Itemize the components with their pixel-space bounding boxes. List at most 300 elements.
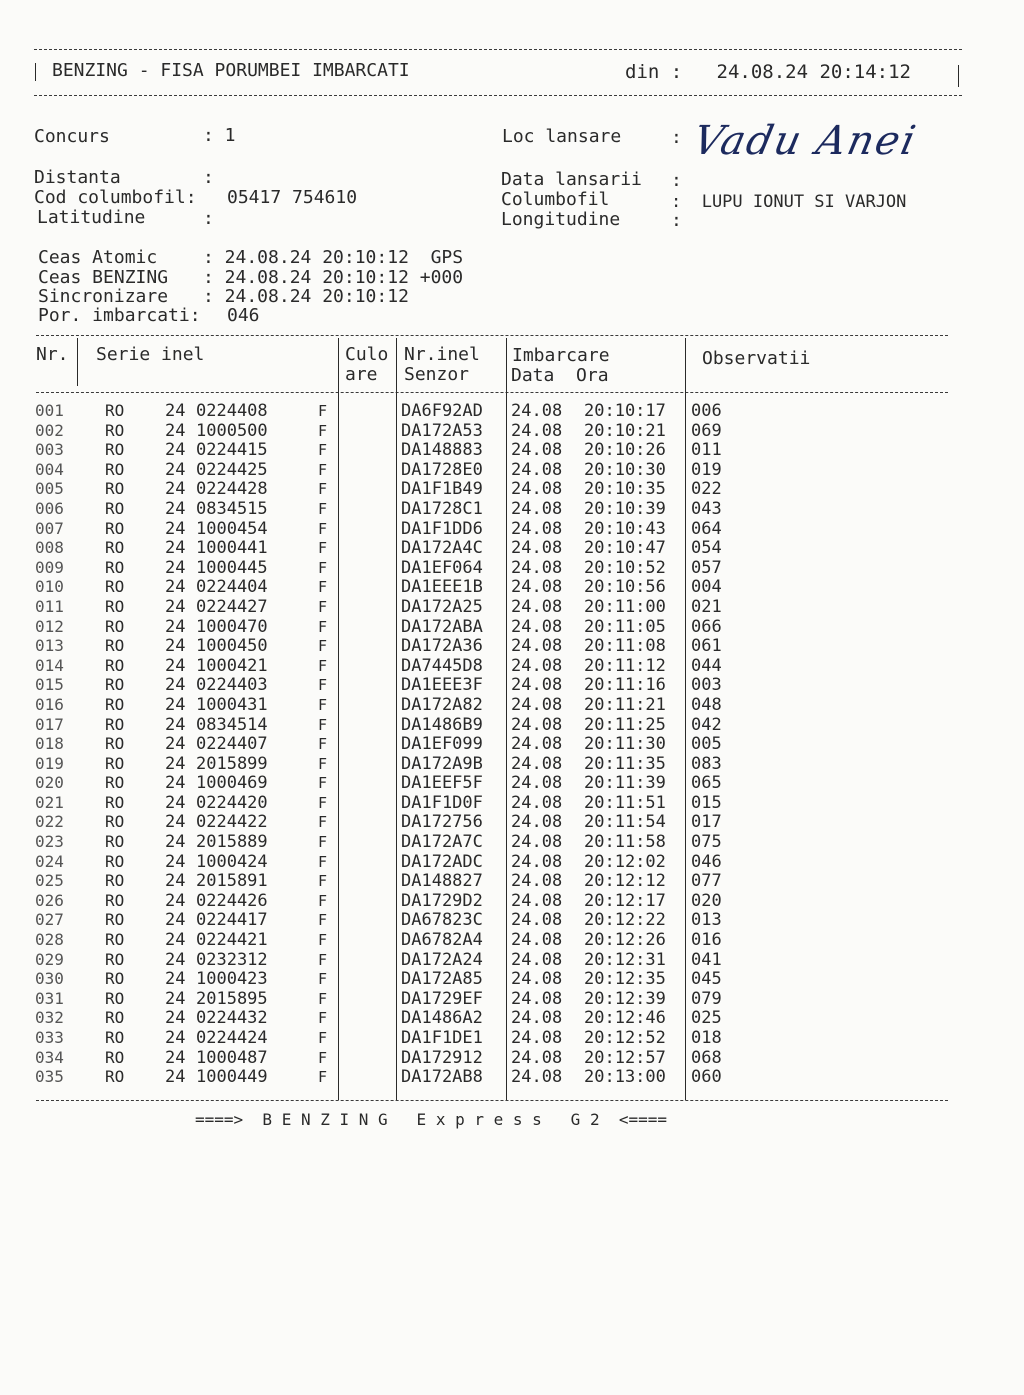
cell-ring-year: 24 — [165, 420, 186, 441]
cell-country-code: RO — [105, 890, 125, 910]
cell-basketing-date: 24.08 — [511, 910, 563, 931]
concurs-value: : 1 — [203, 125, 236, 146]
cell-ring-number: 0224407 — [196, 734, 268, 755]
columbofil-value: : LUPU IONUT SI VARJON — [671, 192, 907, 212]
cell-country-code: RO — [105, 949, 125, 969]
cell-sex: F — [318, 911, 328, 930]
concurs-label: Concurs — [34, 126, 110, 147]
cell-observation: 005 — [691, 734, 722, 755]
table-bottom-rule — [36, 1100, 948, 1101]
cell-sensor-id: DA172ADC — [401, 851, 483, 872]
cell-observation: 025 — [691, 1008, 722, 1029]
cell-basketing-date: 24.08 — [511, 479, 563, 500]
cell-country-code: RO — [105, 596, 125, 616]
cell-basketing-time: 20:13:00 — [584, 1067, 666, 1088]
cell-basketing-time: 20:10:26 — [584, 440, 666, 461]
cell-observation: 079 — [691, 988, 722, 1009]
cell-ring-number: 0224428 — [196, 479, 268, 500]
cell-basketing-date: 24.08 — [511, 596, 563, 617]
cell-ring-year: 24 — [165, 459, 186, 480]
cell-sex: F — [318, 578, 328, 597]
document-title: BENZING - FISA PORUMBEI IMBARCATI — [52, 60, 410, 81]
col-culoare-2: are — [345, 364, 378, 385]
cell-country-code: RO — [105, 1047, 125, 1067]
cod-columbofil-value: 05417 754610 — [227, 187, 358, 208]
cell-basketing-date: 24.08 — [511, 734, 563, 755]
cell-ring-year: 24 — [165, 498, 186, 519]
cell-ring-year: 24 — [165, 851, 186, 872]
cell-sex: F — [318, 872, 328, 891]
cell-row-number: 024 — [35, 851, 64, 871]
cell-ring-number: 0224404 — [196, 577, 268, 598]
cell-basketing-time: 20:12:12 — [584, 871, 666, 892]
porumbei-imbarcati-label: Por. imbarcati: — [38, 305, 201, 326]
cell-basketing-date: 24.08 — [511, 1067, 563, 1088]
cell-observation: 021 — [691, 596, 722, 617]
cell-basketing-time: 20:12:46 — [584, 1008, 666, 1029]
cell-observation: 075 — [691, 832, 722, 853]
distanta-label: Distanta — [34, 167, 121, 188]
table-row — [0, 950, 1024, 970]
cell-basketing-date: 24.08 — [511, 890, 563, 911]
cell-ring-number: 1000445 — [196, 557, 268, 578]
cell-sex: F — [318, 715, 328, 734]
table-row — [0, 852, 1024, 872]
table-row — [0, 734, 1024, 754]
cell-sex: F — [318, 558, 328, 577]
table-row — [0, 577, 1024, 597]
print-date-value: 24.08.24 20:14:12 — [716, 61, 911, 83]
cell-row-number: 033 — [35, 1028, 64, 1047]
cell-observation: 017 — [691, 812, 722, 833]
cell-sensor-id: DA172A85 — [401, 969, 483, 990]
table-row — [0, 1028, 1024, 1048]
cell-ring-year: 24 — [165, 518, 186, 539]
cell-observation: 004 — [691, 577, 722, 598]
cell-row-number: 017 — [35, 714, 64, 734]
pigeon-table — [0, 401, 1024, 1087]
cell-observation: 061 — [691, 636, 722, 657]
cell-ring-number: 0224408 — [196, 401, 268, 421]
cell-ring-number: 0224421 — [196, 930, 268, 951]
cell-sex: F — [318, 402, 328, 420]
cell-ring-year: 24 — [165, 694, 186, 715]
cell-sensor-id: DA148883 — [401, 440, 483, 461]
cell-country-code: RO — [105, 459, 125, 479]
latitudine-label: Latitudine — [37, 207, 146, 228]
cell-country-code: RO — [105, 1008, 125, 1028]
loc-lansare-handwritten: Vadu Anei — [689, 118, 922, 164]
cell-basketing-date: 24.08 — [511, 832, 563, 853]
cell-basketing-date: 24.08 — [511, 812, 563, 833]
table-row — [0, 558, 1024, 578]
cell-sensor-id: DA172A53 — [401, 420, 483, 441]
cell-basketing-time: 20:10:43 — [584, 518, 666, 539]
cell-observation: 011 — [691, 440, 722, 461]
cell-sensor-id: DA1F1DD6 — [401, 518, 483, 539]
cell-observation: 044 — [691, 655, 722, 676]
cell-ring-year: 24 — [165, 969, 186, 990]
cell-ring-number: 0224422 — [196, 812, 268, 833]
cell-country-code: RO — [105, 832, 125, 852]
cell-ring-year: 24 — [165, 1047, 186, 1068]
cell-sex: F — [318, 793, 328, 812]
cell-basketing-date: 24.08 — [511, 930, 563, 951]
cell-ring-number: 2015889 — [196, 832, 268, 853]
cell-basketing-time: 20:11:05 — [584, 616, 666, 637]
cell-sex: F — [318, 774, 328, 793]
cell-row-number: 013 — [35, 636, 64, 656]
table-row — [0, 656, 1024, 676]
cell-row-number: 002 — [35, 420, 64, 440]
cell-ring-number: 1000449 — [196, 1067, 268, 1088]
cell-observation: 068 — [691, 1047, 722, 1068]
cell-row-number: 003 — [35, 440, 64, 460]
col-culoare-1: Culo — [345, 344, 389, 365]
header-left-bar — [35, 63, 36, 81]
cell-country-code: RO — [105, 792, 125, 812]
cell-ring-year: 24 — [165, 577, 186, 598]
cell-country-code: RO — [105, 498, 125, 518]
cell-ring-number: 0224425 — [196, 459, 268, 480]
table-row — [0, 1008, 1024, 1028]
cell-basketing-time: 20:12:57 — [584, 1047, 666, 1068]
cell-basketing-time: 20:12:31 — [584, 949, 666, 970]
header-right-bar — [958, 65, 959, 87]
cell-country-code: RO — [105, 773, 125, 793]
cell-basketing-time: 20:11:16 — [584, 675, 666, 696]
cell-basketing-time: 20:11:21 — [584, 694, 666, 715]
col-nr-inel-2: Senzor — [404, 364, 470, 385]
cell-basketing-date: 24.08 — [511, 616, 563, 637]
cell-row-number: 015 — [35, 675, 64, 695]
cell-sex: F — [318, 813, 328, 832]
cell-row-number: 007 — [35, 518, 64, 538]
footer-device-name: ====> B E N Z I N G E x p r e s s G 2 <==== — [195, 1110, 668, 1129]
cell-ring-year: 24 — [165, 773, 186, 794]
cell-country-code: RO — [105, 636, 125, 656]
table-row — [0, 773, 1024, 793]
cell-row-number: 019 — [35, 753, 64, 773]
cell-row-number: 020 — [35, 773, 64, 793]
cell-ring-year: 24 — [165, 440, 186, 461]
cell-ring-number: 1000450 — [196, 636, 268, 657]
cell-basketing-time: 20:10:21 — [584, 420, 666, 441]
data-lansarii-label: Data lansarii — [501, 169, 642, 190]
cell-basketing-time: 20:12:52 — [584, 1028, 666, 1048]
cell-country-code: RO — [105, 753, 125, 773]
table-row — [0, 401, 1024, 421]
cell-basketing-date: 24.08 — [511, 969, 563, 990]
table-row — [0, 754, 1024, 774]
cell-sensor-id: DA148827 — [401, 871, 483, 892]
porumbei-imbarcati-value: 046 — [227, 305, 260, 326]
cell-row-number: 009 — [35, 557, 64, 577]
ceas-benzing-label: Ceas BENZING — [38, 267, 169, 288]
table-row — [0, 910, 1024, 930]
cell-country-code: RO — [105, 518, 125, 538]
cell-sensor-id: DA7445D8 — [401, 655, 483, 676]
cell-ring-year: 24 — [165, 596, 186, 617]
cell-basketing-time: 20:11:39 — [584, 773, 666, 794]
cell-ring-number: 0834514 — [196, 714, 268, 735]
cell-ring-number: 1000500 — [196, 420, 268, 441]
col-imbarcare-2: Data Ora — [511, 365, 609, 386]
cell-row-number: 031 — [35, 988, 64, 1008]
table-row — [0, 421, 1024, 441]
table-row — [0, 1048, 1024, 1068]
cell-sex: F — [318, 656, 328, 675]
cell-observation: 020 — [691, 890, 722, 911]
ceas-atomic-value: : 24.08.24 20:10:12 GPS — [203, 247, 464, 268]
cell-observation: 083 — [691, 753, 722, 774]
col-nr: Nr. — [36, 344, 69, 365]
cell-ring-year: 24 — [165, 890, 186, 911]
table-row — [0, 538, 1024, 558]
longitudine-colon: : — [671, 210, 682, 231]
cell-sex: F — [318, 970, 328, 989]
cell-observation: 016 — [691, 930, 722, 951]
cell-ring-year: 24 — [165, 655, 186, 676]
table-row — [0, 891, 1024, 911]
cell-sensor-id: DA1EEE1B — [401, 577, 483, 598]
cell-sex: F — [318, 1009, 328, 1028]
cell-country-code: RO — [105, 930, 125, 950]
table-row — [0, 440, 1024, 460]
cell-row-number: 010 — [35, 577, 64, 597]
cell-basketing-date: 24.08 — [511, 773, 563, 794]
cell-basketing-date: 24.08 — [511, 1028, 563, 1048]
cell-row-number: 018 — [35, 734, 64, 754]
cell-sex: F — [318, 499, 328, 518]
cell-basketing-time: 20:10:56 — [584, 577, 666, 598]
cell-ring-year: 24 — [165, 753, 186, 774]
cell-ring-number: 1000487 — [196, 1047, 268, 1068]
cell-observation: 060 — [691, 1067, 722, 1088]
cell-ring-number: 0232312 — [196, 949, 268, 970]
cell-basketing-time: 20:11:12 — [584, 655, 666, 676]
distanta-colon: : — [203, 167, 214, 188]
cell-row-number: 012 — [35, 616, 64, 636]
cell-sex: F — [318, 852, 328, 871]
table-row — [0, 871, 1024, 891]
cell-country-code: RO — [105, 479, 125, 499]
cell-row-number: 008 — [35, 538, 64, 558]
table-row — [0, 832, 1024, 852]
cell-ring-number: 2015899 — [196, 753, 268, 774]
cell-basketing-date: 24.08 — [511, 498, 563, 519]
cell-row-number: 032 — [35, 1008, 64, 1028]
cell-basketing-date: 24.08 — [511, 1047, 563, 1068]
cell-ring-number: 1000469 — [196, 773, 268, 794]
latitudine-colon: : — [203, 208, 214, 229]
cell-observation: 057 — [691, 557, 722, 578]
cell-sex: F — [318, 891, 328, 910]
cell-basketing-time: 20:12:35 — [584, 969, 666, 990]
cell-ring-number: 2015895 — [196, 988, 268, 1009]
cell-sex: F — [318, 597, 328, 616]
cell-sex: F — [318, 754, 328, 773]
cell-ring-year: 24 — [165, 1008, 186, 1029]
cell-observation: 046 — [691, 851, 722, 872]
cell-observation: 077 — [691, 871, 722, 892]
cell-sex: F — [318, 617, 328, 636]
cell-sensor-id: DA172A82 — [401, 694, 483, 715]
cell-sex: F — [318, 480, 328, 499]
cell-sensor-id: DA172756 — [401, 812, 483, 833]
cell-observation: 065 — [691, 773, 722, 794]
cell-basketing-time: 20:12:22 — [584, 910, 666, 931]
cell-sensor-id: DA1F1DE1 — [401, 1028, 483, 1048]
cell-basketing-date: 24.08 — [511, 851, 563, 872]
cell-ring-year: 24 — [165, 1028, 186, 1048]
cell-basketing-time: 20:11:58 — [584, 832, 666, 853]
cell-sex: F — [318, 441, 328, 460]
table-row — [0, 930, 1024, 950]
cell-row-number: 028 — [35, 930, 64, 950]
cell-basketing-time: 20:11:51 — [584, 792, 666, 813]
cell-observation: 022 — [691, 479, 722, 500]
cell-ring-number: 2015891 — [196, 871, 268, 892]
cell-sex: F — [318, 1048, 328, 1067]
cell-ring-year: 24 — [165, 557, 186, 578]
longitudine-label: Longitudine — [501, 209, 621, 230]
cell-observation: 054 — [691, 538, 722, 559]
cell-sensor-id: DA172912 — [401, 1047, 483, 1068]
sincronizare-value: : 24.08.24 20:10:12 — [203, 286, 409, 307]
cell-sensor-id: DA172ABA — [401, 616, 483, 637]
cell-observation: 045 — [691, 969, 722, 990]
cell-sex: F — [318, 460, 328, 479]
cell-country-code: RO — [105, 440, 125, 460]
cell-basketing-time: 20:12:02 — [584, 851, 666, 872]
table-row — [0, 675, 1024, 695]
cell-sex: F — [318, 695, 328, 714]
cell-country-code: RO — [105, 910, 125, 930]
col-imbarcare-1: Imbarcare — [512, 345, 610, 366]
cell-ring-number: 0224432 — [196, 1008, 268, 1029]
cell-observation: 018 — [691, 1028, 722, 1048]
cell-basketing-date: 24.08 — [511, 988, 563, 1009]
table-row — [0, 479, 1024, 499]
cell-basketing-time: 20:10:30 — [584, 459, 666, 480]
cell-sex: F — [318, 676, 328, 695]
cell-ring-number: 0224417 — [196, 910, 268, 931]
cell-sensor-id: DA172A7C — [401, 832, 483, 853]
cell-ring-number: 0224415 — [196, 440, 268, 461]
cell-sensor-id: DA172AB8 — [401, 1067, 483, 1088]
table-row — [0, 597, 1024, 617]
cell-basketing-date: 24.08 — [511, 871, 563, 892]
table-row — [0, 812, 1024, 832]
cell-ring-year: 24 — [165, 988, 186, 1009]
cell-ring-year: 24 — [165, 910, 186, 931]
table-row — [0, 695, 1024, 715]
cell-ring-number: 1000470 — [196, 616, 268, 637]
loc-lansare-label: Loc lansare — [502, 126, 622, 147]
cell-basketing-time: 20:11:25 — [584, 714, 666, 735]
cell-observation: 019 — [691, 459, 722, 480]
cell-sensor-id: DA67823C — [401, 910, 483, 931]
print-date-label: din : — [625, 61, 683, 83]
col-serie-inel: Serie inel — [96, 344, 205, 365]
table-row — [0, 519, 1024, 539]
cell-observation: 041 — [691, 949, 722, 970]
header-top-rule — [34, 49, 962, 50]
data-lansarii-colon: : — [671, 170, 682, 191]
cell-sex: F — [318, 989, 328, 1008]
cell-sensor-id: DA172A25 — [401, 596, 483, 617]
cell-sex: F — [318, 735, 328, 754]
cell-row-number: 029 — [35, 949, 64, 969]
cell-basketing-time: 20:10:39 — [584, 498, 666, 519]
cell-country-code: RO — [105, 851, 125, 871]
cell-sex: F — [318, 539, 328, 558]
cell-sex: F — [318, 637, 328, 656]
cell-ring-year: 24 — [165, 1067, 186, 1088]
cell-observation: 042 — [691, 714, 722, 735]
cell-ring-number: 1000424 — [196, 851, 268, 872]
col-observatii: Observatii — [702, 348, 811, 369]
cell-basketing-date: 24.08 — [511, 518, 563, 539]
cell-basketing-time: 20:11:35 — [584, 753, 666, 774]
cell-row-number: 027 — [35, 910, 64, 930]
cell-sensor-id: DA172A9B — [401, 753, 483, 774]
cell-basketing-time: 20:12:26 — [584, 930, 666, 951]
cell-country-code: RO — [105, 812, 125, 832]
columbofil-label: Columbofil — [501, 189, 610, 210]
cell-basketing-time: 20:11:30 — [584, 734, 666, 755]
cell-country-code: RO — [105, 675, 125, 695]
cell-observation: 064 — [691, 518, 722, 539]
cell-ring-year: 24 — [165, 675, 186, 696]
cell-country-code: RO — [105, 969, 125, 989]
cell-sensor-id: DA1F1B49 — [401, 479, 483, 500]
cell-sex: F — [318, 833, 328, 852]
cell-ring-year: 24 — [165, 401, 186, 421]
cell-row-number: 014 — [35, 655, 64, 675]
cell-basketing-date: 24.08 — [511, 420, 563, 441]
cell-basketing-date: 24.08 — [511, 401, 563, 421]
cell-sensor-id: DA1486B9 — [401, 714, 483, 735]
cell-row-number: 004 — [35, 459, 64, 479]
cell-observation: 043 — [691, 498, 722, 519]
cell-row-number: 021 — [35, 792, 64, 812]
table-row — [0, 499, 1024, 519]
cell-sex: F — [318, 1029, 328, 1047]
cell-row-number: 016 — [35, 694, 64, 714]
cell-country-code: RO — [105, 655, 125, 675]
cell-ring-year: 24 — [165, 812, 186, 833]
cell-row-number: 001 — [35, 401, 64, 420]
cell-country-code: RO — [105, 734, 125, 754]
col-nr-inel-1: Nr.inel — [404, 344, 480, 365]
cell-observation: 003 — [691, 675, 722, 696]
table-row — [0, 969, 1024, 989]
cell-row-number: 006 — [35, 498, 64, 518]
cell-basketing-date: 24.08 — [511, 655, 563, 676]
cell-basketing-date: 24.08 — [511, 459, 563, 480]
cell-ring-year: 24 — [165, 871, 186, 892]
cell-sensor-id: DA6782A4 — [401, 930, 483, 951]
cell-country-code: RO — [105, 1067, 125, 1087]
cell-ring-year: 24 — [165, 616, 186, 637]
cell-ring-number: 0224403 — [196, 675, 268, 696]
cell-ring-year: 24 — [165, 636, 186, 657]
cell-ring-number: 0834515 — [196, 498, 268, 519]
table-row — [0, 1067, 1024, 1087]
cell-ring-number: 1000423 — [196, 969, 268, 990]
